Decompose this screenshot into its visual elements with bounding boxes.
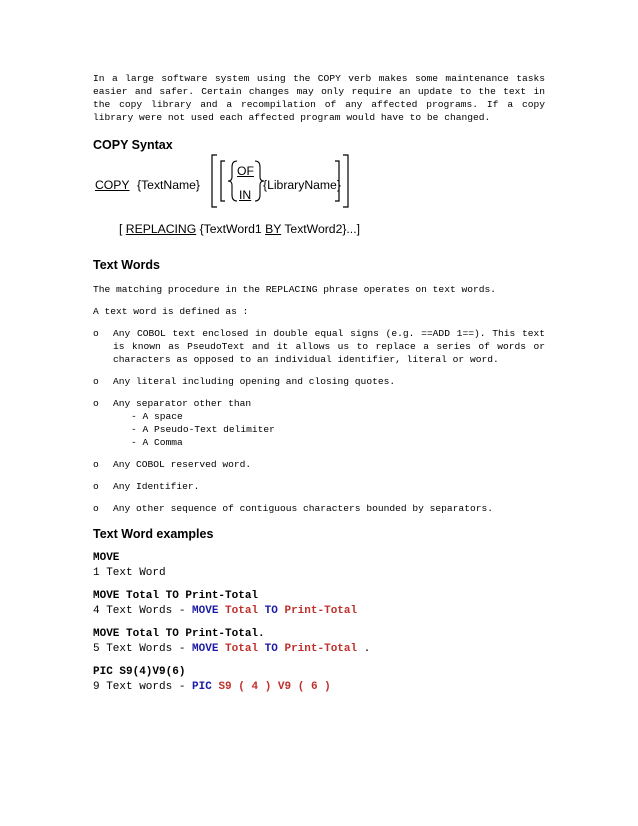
token-total: Total: [225, 643, 259, 655]
example-4-prefix: 9 Text words -: [93, 681, 193, 693]
token-to: TO: [264, 643, 278, 655]
syntax-text-word2: TextWord2}...]: [284, 222, 360, 236]
example-3-desc: [93, 642, 545, 657]
text-words-p2: A text word is defined as :: [93, 306, 249, 317]
syntax-copy: COPY: [95, 178, 130, 192]
bullet-item: [93, 480, 545, 493]
example-4-code: PIC S9(4)V9(6): [93, 666, 186, 678]
example-2-desc: [93, 604, 545, 619]
bullet-mark: o: [93, 459, 99, 470]
syntax-in: IN: [239, 188, 252, 202]
bullet-text: Any literal including opening and closing quotes.: [113, 376, 396, 387]
syntax-text-word1: {TextWord1: [199, 222, 262, 236]
example-2-code: MOVE Total TO Print-Total: [93, 590, 259, 602]
token-v9: V9: [277, 681, 292, 693]
token-move: MOVE: [192, 643, 219, 655]
bullet-mark: o: [93, 398, 99, 409]
bullet-item: [93, 397, 545, 410]
copy-syntax-heading: COPY Syntax: [93, 138, 173, 152]
document-page: [93, 72, 545, 695]
bullet-text: Any separator other than: [113, 398, 252, 409]
syntax-of: OF: [237, 164, 254, 178]
bullet-text: Any COBOL text enclosed in double equal signs (e.g. ==ADD 1==). This text is known as PseudoText and it allows us to replace a series of words or characters as opposed to an individual identifier, literal or word.: [113, 328, 545, 365]
token-move: MOVE: [192, 605, 219, 617]
syntax-library-name: {LibraryName}: [263, 178, 341, 192]
token-to: TO: [264, 605, 278, 617]
example-1-code: MOVE: [93, 552, 120, 564]
bullet-text: Any Identifier.: [113, 481, 200, 492]
token-total: Total: [225, 605, 259, 617]
token-s9: S9: [218, 681, 232, 693]
token-lparen: (: [297, 681, 305, 693]
sub-item: - A space: [131, 411, 183, 422]
token-lparen: (: [238, 681, 245, 693]
text-words-p1: The matching procedure in the REPLACING phrase operates on text words.: [93, 284, 497, 295]
bullet-item: [93, 458, 545, 471]
sub-item: - A Pseudo-Text delimiter: [131, 424, 275, 435]
token-rparen: ): [264, 681, 272, 693]
bullet-mark: o: [93, 328, 99, 339]
example-1-desc: 1 Text Word: [93, 567, 166, 579]
token-rparen: ): [324, 681, 331, 693]
token-6: 6: [310, 681, 318, 693]
bullet-mark: o: [93, 503, 99, 514]
example-2-prefix: 4 Text Words -: [93, 605, 193, 617]
bullet-text: Any other sequence of contiguous characters bounded by separators.: [113, 503, 493, 514]
syntax-by: BY: [265, 222, 282, 236]
token-pic: PIC: [192, 681, 212, 693]
token-4: 4: [251, 681, 259, 693]
example-3-prefix: 5 Text Words -: [93, 643, 193, 655]
syntax-open-bracket: [: [119, 222, 126, 236]
syntax-replacing: REPLACING: [125, 222, 197, 236]
bullet-item: [93, 375, 545, 388]
bullet-text: Any COBOL reserved word.: [113, 459, 252, 470]
sub-item: - A Comma: [131, 437, 183, 448]
example-3-code: MOVE Total TO Print-Total.: [93, 628, 265, 640]
text-words-heading: Text Words: [93, 258, 160, 272]
token-print-total: Print-Total: [284, 605, 358, 617]
intro-paragraph: In a large software system using the COPY verb makes some maintenance tasks easier and safer. Certain changes may only require an update to the text in the copy library and a recompilation of any affected programs. If a copy library were not used each affected program would have to be changed.: [93, 73, 545, 123]
bullet-item: [93, 327, 545, 366]
syntax-replacing-line: [119, 222, 360, 236]
syntax-text-name: {TextName}: [137, 178, 201, 192]
token-print-total: Print-Total: [284, 643, 358, 655]
example-4-desc: [93, 680, 545, 695]
bullet-mark: o: [93, 376, 99, 387]
bullet-item: [93, 502, 545, 515]
token-dot: .: [363, 643, 371, 655]
copy-syntax-diagram: [93, 152, 545, 240]
text-word-examples-heading: Text Word examples: [93, 527, 214, 541]
bullet-mark: o: [93, 481, 99, 492]
